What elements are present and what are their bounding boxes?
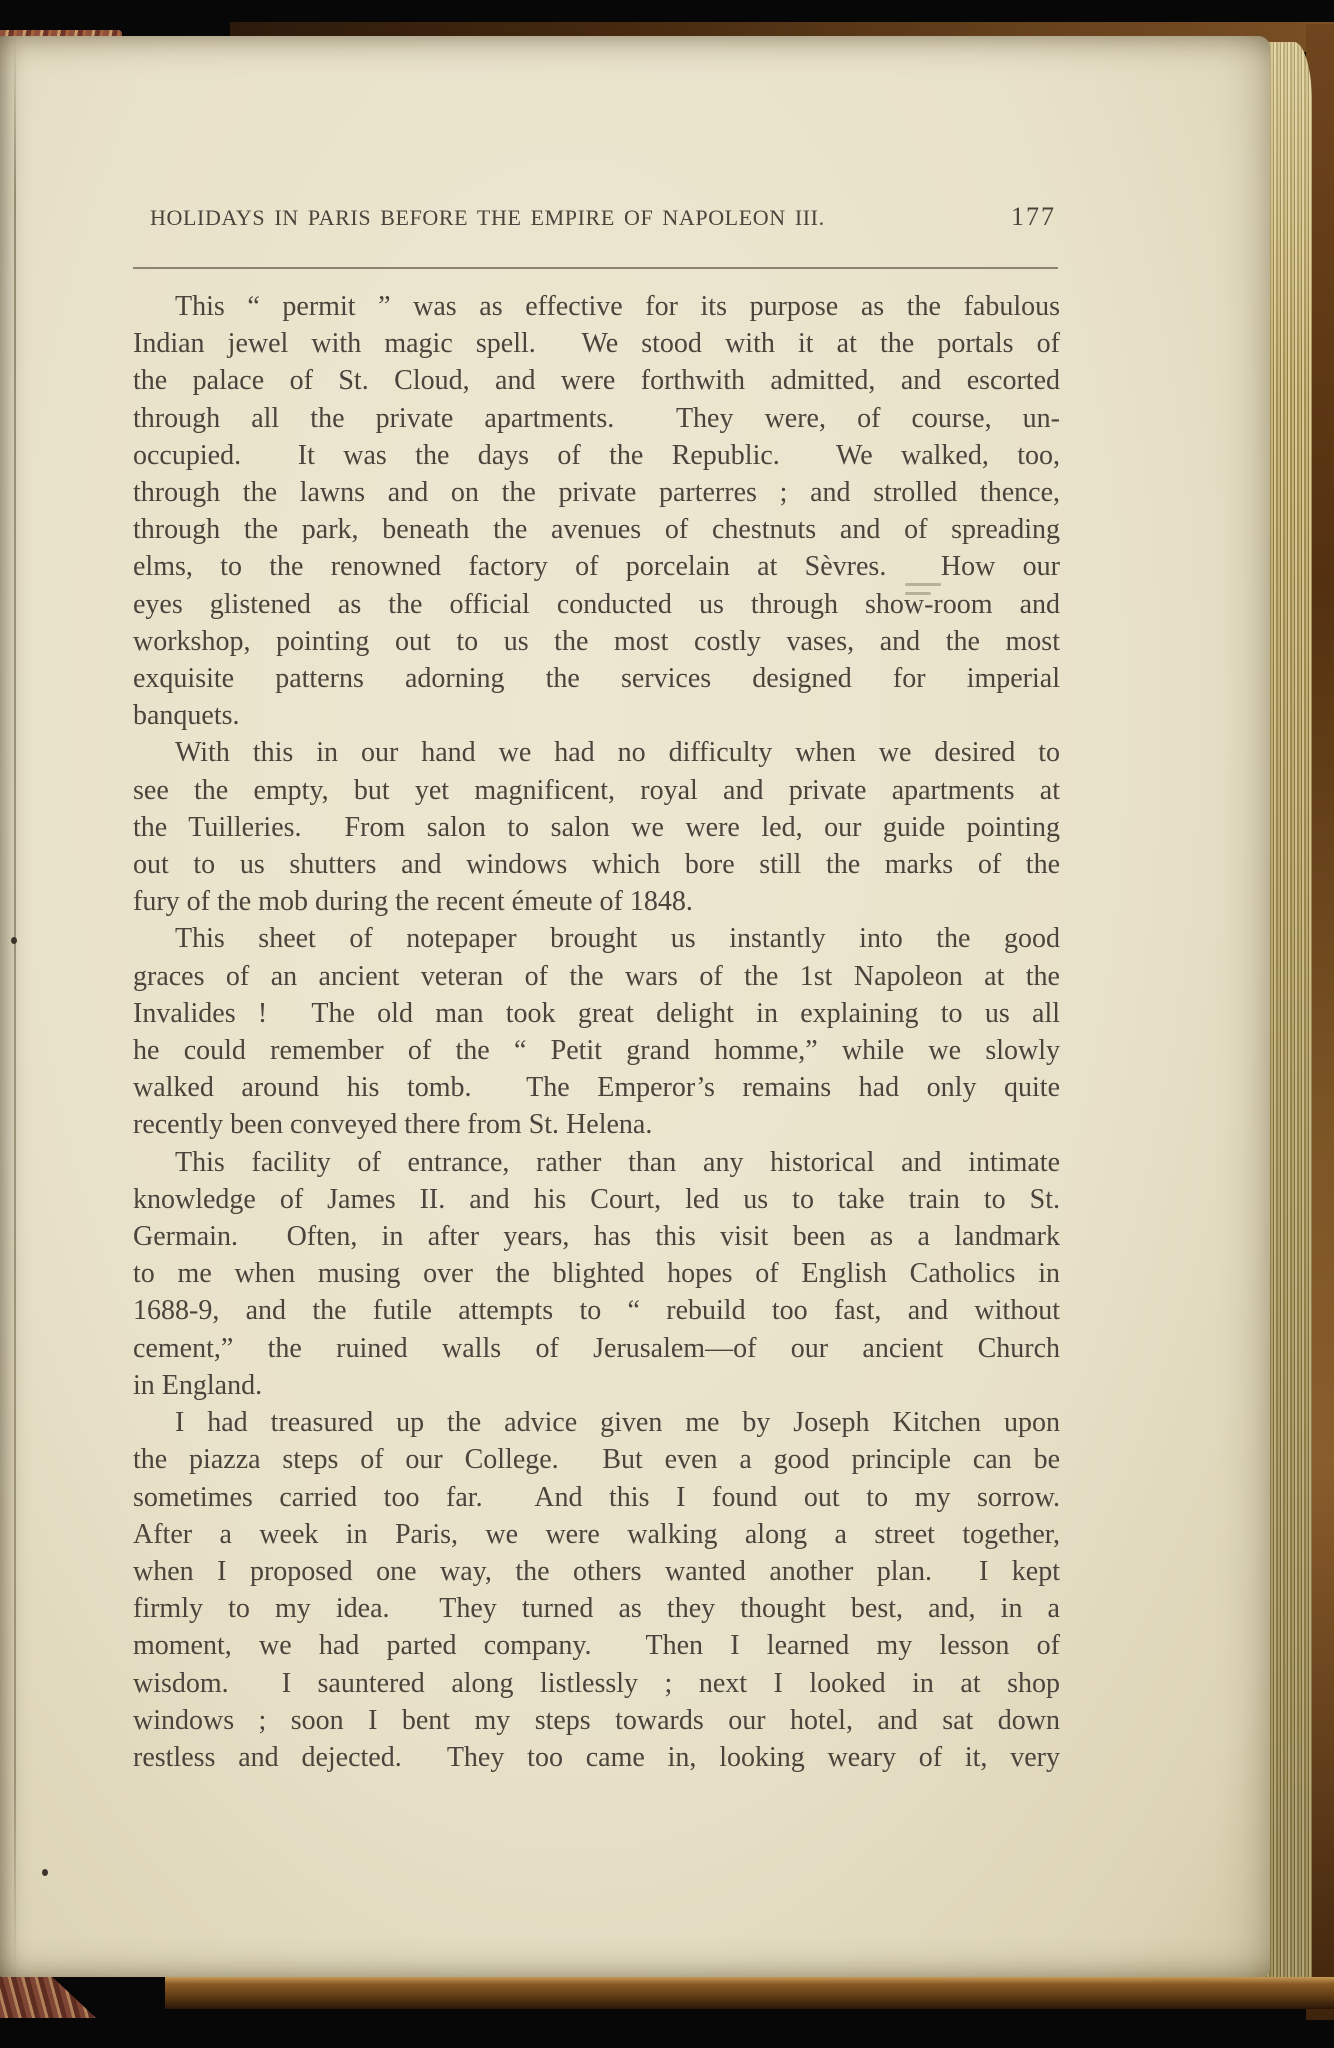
text-line: the palace of St. Cloud, and were forthwith admitted, and escorted [133,365,1060,397]
text-line: This facility of entrance, rather than any historical and intimate [175,1146,1060,1178]
text-line: graces of an ancient veteran of the wars of the 1st Napoleon at the [133,960,1060,992]
text-line: banquets. [133,700,240,732]
text-line: workshop, pointing out to us the most costly vases, and the most [133,625,1060,657]
page-header [150,202,1056,232]
text-line: This “ permit ” was as effective for its purpose as the fabulous [175,291,1060,322]
text-line: exquisite patterns adorning the services designed for imperial [133,663,1060,695]
text-line: through all the private apartments. They were, of course, un- [133,402,1060,434]
text-line: the piazza steps of our College. But even a good principle can be [133,1444,1060,1476]
text-line: elms, to the renowned factory of porcelain at Sèvres. How our [133,551,1060,583]
text-line: fury of the mob during the recent émeute of 1848. [133,886,693,918]
text-line: to me when musing over the blighted hopes of English Catholics in [133,1258,1060,1290]
text-line: knowledge of James II. and his Court, led us to take train to St. [133,1183,1060,1215]
page-number: 177 [1011,202,1056,231]
text-line: I had treasured up the advice given me by Joseph Kitchen upon [175,1407,1060,1439]
paper-speck [42,1869,48,1876]
text-line: when I proposed one way, the others wanted another plan. I kept [133,1555,1060,1587]
text-line: through the lawns and on the private parterres ; and strolled thence, [133,477,1060,509]
text-line: recently been conveyed there from St. Helena. [133,1109,653,1141]
text-line: sometimes carried too far. And this I found out to my sorrow. [133,1481,1060,1513]
text-line: through the park, beneath the avenues of chestnuts and of spreading [133,514,1060,546]
text-line: cement,” the ruined walls of Jerusalem—of our ancient Church [133,1332,1060,1364]
header-rule [133,267,1058,269]
text-line: moment, we had parted company. Then I learned my lesson of [133,1630,1060,1662]
paper-speck [11,937,17,944]
page-crease [14,36,16,1977]
text-line: wisdom. I sauntered along listlessly ; next I looked in at shop [133,1667,1060,1699]
text-line: windows ; soon I bent my steps towards our hotel, and sat down [133,1704,1060,1736]
text-line: Indian jewel with magic spell. We stood with it at the portals of [133,328,1060,360]
text-line: see the empty, but yet magnificent, royal and private apartments at [133,774,1060,806]
text-line: firmly to my idea. They turned as they thought best, and, in a [133,1593,1060,1625]
text-line: Germain. Often, in after years, has this visit been as a landmark [133,1221,1060,1253]
running-title: HOLIDAYS IN PARIS BEFORE THE EMPIRE OF NAPOLEON III. [150,205,825,230]
text-line: out to us shutters and windows which bore still the marks of the [133,849,1060,881]
text-line: Invalides ! The old man took great delight in explaining to us all [133,997,1060,1029]
page-text [133,288,1060,1776]
text-line: walked around his tomb. The Emperor’s remains had only quite [133,1072,1060,1104]
book-page [0,36,1270,1977]
text-line: 1688-9, and the futile attempts to “ rebuild too fast, and without [133,1295,1060,1327]
text-line: After a week in Paris, we were walking along a street together, [133,1518,1060,1550]
text-line: eyes glistened as the official conducted us through show-room and [133,588,1060,620]
text-line: he could remember of the “ Petit grand homme,” while we slowly [133,1035,1060,1067]
text-line: the Tuilleries. From salon to salon we were led, our guide pointing [133,811,1060,843]
text-line: With this in our hand we had no difficulty when we desired to [175,737,1060,769]
text-line: restless and dejected. They too came in, looking weary of it, very [133,1741,1060,1773]
text-line: occupied. It was the days of the Republic. We walked, too, [133,439,1060,471]
text-line: This sheet of notepaper brought us instantly into the good [175,923,1060,955]
book-cover-edge-bottom [165,1977,1334,2009]
text-line: in England. [133,1369,263,1401]
